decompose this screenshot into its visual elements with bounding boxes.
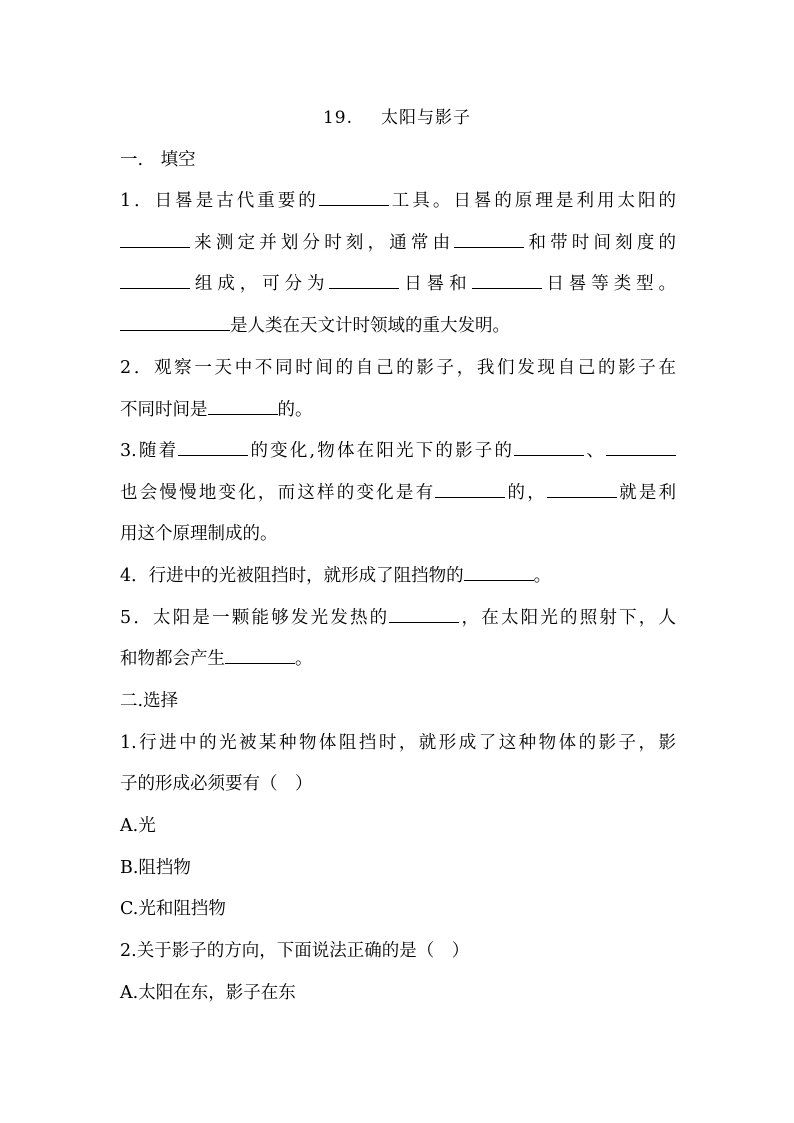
q1-line3 xyxy=(120,270,676,298)
answer-blank[interactable] xyxy=(606,437,676,456)
q3-text-f: 就是利 xyxy=(616,483,677,503)
q3-text-a: 3.随着 xyxy=(120,441,179,461)
answer-blank[interactable] xyxy=(514,437,584,456)
q3-line3: 用这个原理制成的。 xyxy=(120,524,278,544)
q2-line2 xyxy=(120,396,676,424)
answer-blank[interactable] xyxy=(208,396,278,415)
q2-text-a: 不同时间是 xyxy=(120,400,208,420)
q3-text-c: 、 xyxy=(584,441,607,461)
q5-line1 xyxy=(120,604,676,632)
q3-text-b: 的变化,物体在阳光下的影子的 xyxy=(248,441,515,461)
q3-line1 xyxy=(120,437,676,465)
section1-heading: 一. 填空 xyxy=(120,150,196,170)
q3-text-d: 也会慢慢地变化，而这样的变化是有 xyxy=(120,483,436,503)
c1-line1: 1.行进中的光被某种物体阻挡时，就形成了这种物体的影子，影 xyxy=(120,733,676,753)
q1-line2 xyxy=(120,229,676,257)
q4-text-b: 。 xyxy=(533,566,552,586)
q5-line2 xyxy=(120,645,676,673)
q5-text-a: 5．太阳是一颗能够发光发热的 xyxy=(120,608,390,628)
q1-text-d: 和带时间刻度的 xyxy=(524,233,677,253)
q5-text-d: 。 xyxy=(295,649,313,669)
c1-option-a: A.光 xyxy=(120,816,156,836)
q1-text-g: 日晷等类型。 xyxy=(541,274,677,294)
q3-text-e: 的， xyxy=(505,483,547,503)
c1-option-b: B.阻挡物 xyxy=(120,858,191,878)
answer-blank[interactable] xyxy=(472,270,542,289)
q2-line1: 2．观察一天中不同时间的自己的影子，我们发现自己的影子在 xyxy=(120,358,676,378)
answer-blank[interactable] xyxy=(225,645,295,664)
q5-text-c: 和物都会产生 xyxy=(120,649,225,669)
q1-text-f: 日晷和 xyxy=(399,274,472,294)
q1-text-b: 工具。日晷的原理是利用太阳的 xyxy=(388,191,677,211)
q2-text-b: 的。 xyxy=(277,400,313,420)
q1-line1 xyxy=(120,187,676,215)
answer-blank[interactable] xyxy=(120,312,230,331)
answer-blank[interactable] xyxy=(547,479,617,498)
q1-text-h: 是人类在天文计时领域的重大发明。 xyxy=(230,316,510,336)
c1-line2: 子的形成必须要有（ ） xyxy=(120,774,313,794)
c2-line1: 2.关于影子的方向，下面说法正确的是（ ） xyxy=(120,941,470,961)
q3-line2 xyxy=(120,479,676,507)
q4-text-a: 4．行进中的光被阻挡时，就形成了阻挡物的 xyxy=(120,566,464,586)
answer-blank[interactable] xyxy=(389,604,459,623)
q1-text-a: 1．日晷是古代重要的 xyxy=(120,191,319,211)
answer-blank[interactable] xyxy=(464,562,534,581)
answer-blank[interactable] xyxy=(120,229,190,248)
answer-blank[interactable] xyxy=(329,270,399,289)
answer-blank[interactable] xyxy=(435,479,505,498)
title-text: 太阳与影子 xyxy=(381,108,472,128)
section2-heading: 二.选择 xyxy=(120,691,179,711)
q1-text-e: 组成，可分为 xyxy=(190,274,330,294)
q1-line4 xyxy=(120,312,676,340)
q4-line1 xyxy=(120,562,676,590)
answer-blank[interactable] xyxy=(319,187,389,206)
title-number: 19. xyxy=(322,108,354,128)
answer-blank[interactable] xyxy=(178,437,248,456)
page-title xyxy=(0,103,794,128)
answer-blank[interactable] xyxy=(454,229,524,248)
q1-text-c: 来测定并划分时刻，通常由 xyxy=(190,233,455,253)
c1-option-c: C.光和阻挡物 xyxy=(120,899,226,919)
c2-option-a: A.太阳在东，影子在东 xyxy=(120,983,296,1003)
q5-text-b: ，在太阳光的照射下，人 xyxy=(459,608,676,628)
answer-blank[interactable] xyxy=(120,270,190,289)
